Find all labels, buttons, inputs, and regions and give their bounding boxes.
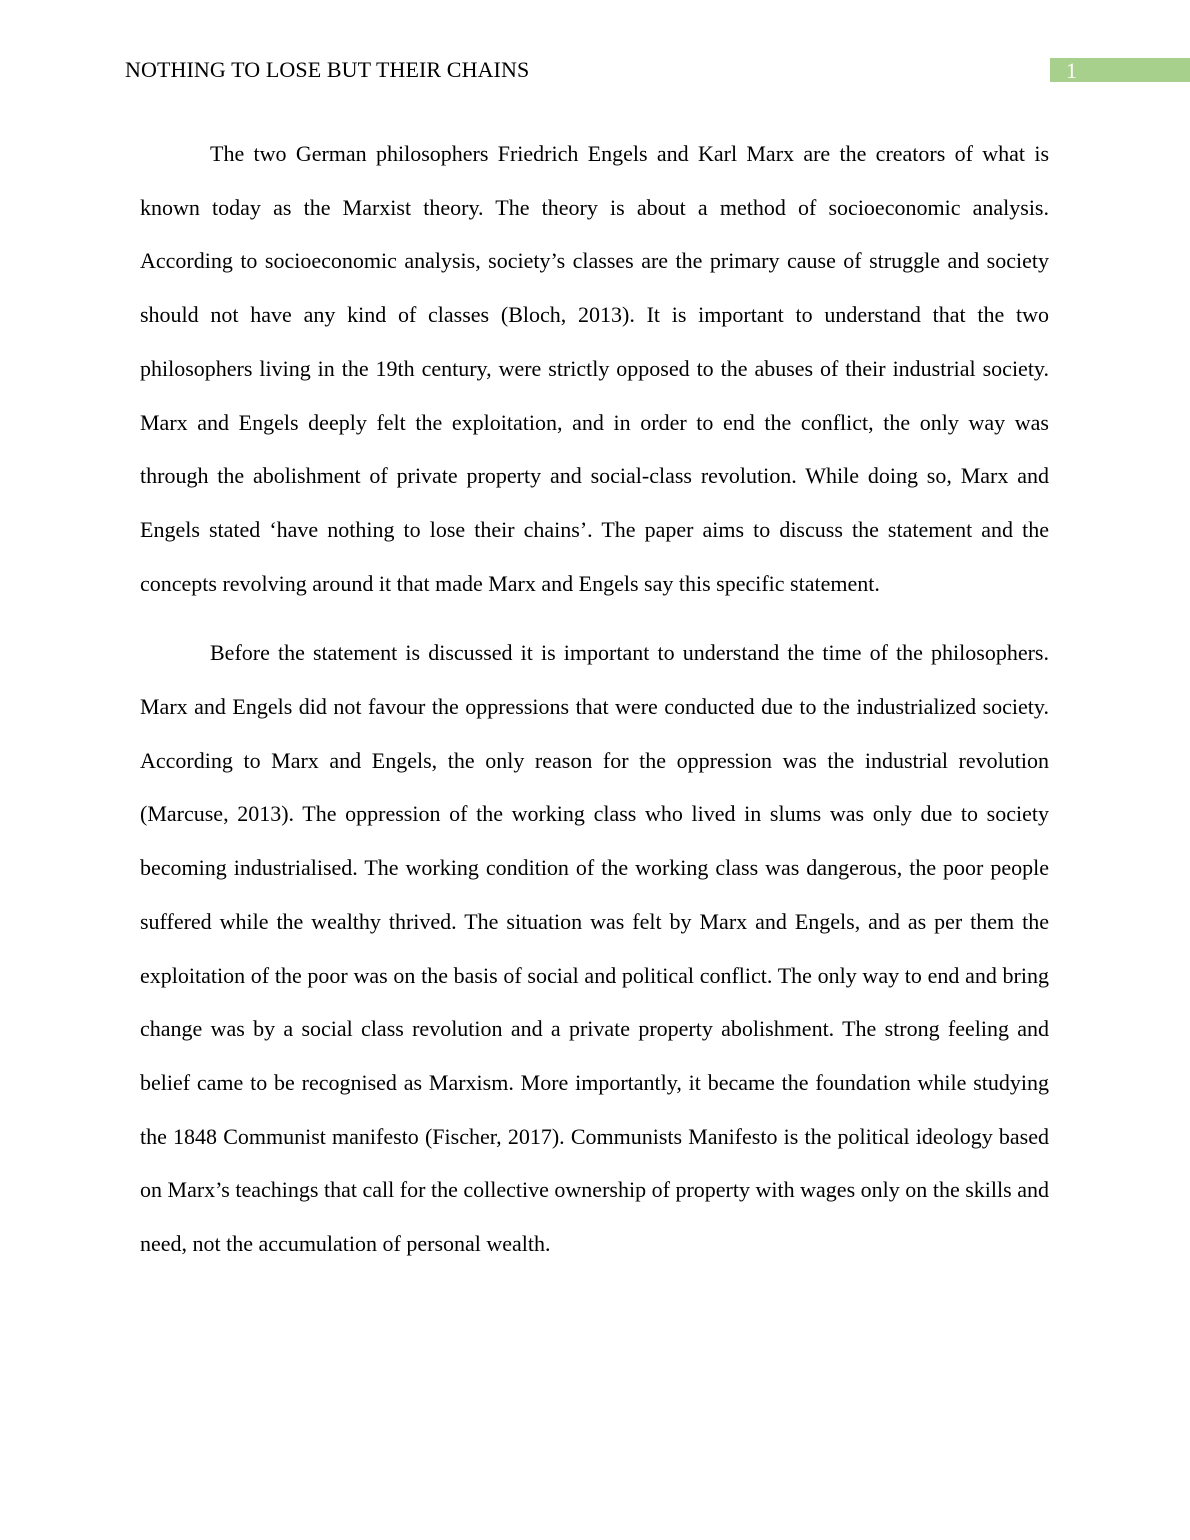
- page-number-bar: [1050, 58, 1190, 82]
- page-number: 1: [1066, 58, 1077, 83]
- paragraph-2: Before the statement is discussed it is important to understand the time of the philosophers. Marx and Engels did not favour the oppressions that were conducted due to the industrialized society. According to Marx and Engels, the only reason for the oppression was the industrial revolution (Marcuse, 2013). The oppression of the working class who lived in slums was only due to society becoming industrialised. The working condition of the working class was dangerous, the poor people suffered while the wealthy thrived. The situation was felt by Marx and Engels, and as per them the exploitation of the poor was on the basis of social and political conflict. The only way to end and bring change was by a social class revolution and a private property abolishment. The strong feeling and belief came to be recognised as Marxism. More importantly, it became the foundation while studying the 1848 Communist manifesto (Fischer, 2017). Communists Manifesto is the political ideology based on Marx’s teachings that call for the collective ownership of property with wages only on the skills and need, not the accumulation of personal wealth.: [140, 640, 1049, 1257]
- paragraph-1: The two German philosophers Friedrich Engels and Karl Marx are the creators of what is known today as the Marxist theory. The theory is about a method of socioeconomic analysis. According to socioeconomic analysis, society’s classes are the primary cause of struggle and society should not have any kind of classes (Bloch, 2013). It is important to understand that the two philosophers living in the 19th century, were strictly opposed to the abuses of their industrial society. Marx and Engels deeply felt the exploitation, and in order to end the conflict, the only way was through the abolishment of private property and social-class revolution. While doing so, Marx and Engels stated ‘have nothing to lose their chains’. The paper aims to discuss the statement and the concepts revolving around it that made Marx and Engels say this specific statement.: [140, 141, 1049, 596]
- running-head-title: NOTHING TO LOSE BUT THEIR CHAINS: [125, 57, 530, 82]
- page-header: [125, 56, 1190, 84]
- document-body: [140, 127, 1049, 1287]
